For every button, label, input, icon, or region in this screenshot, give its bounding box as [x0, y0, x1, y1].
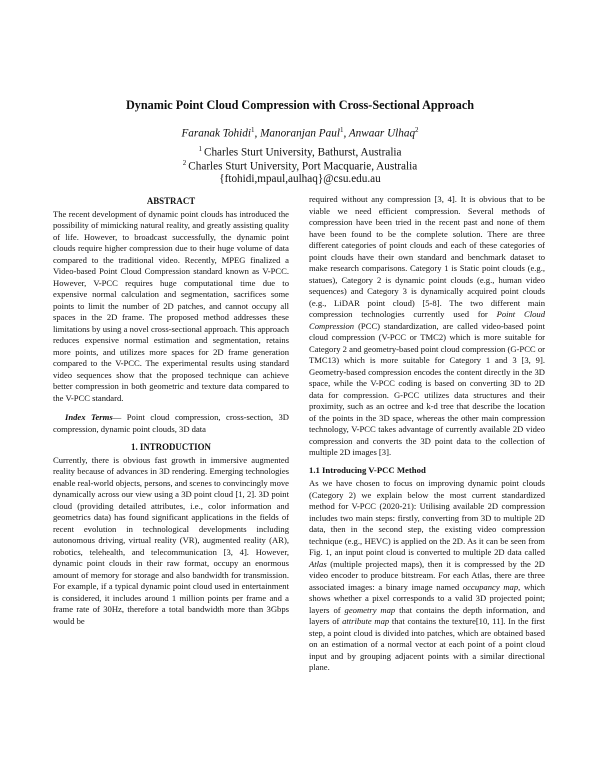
index-terms [53, 412, 289, 435]
author-list: Faranak Tohidi$^1$, Manoranjan Paul$^1$, Anwaar Ulhaq$^2$ [181, 126, 419, 140]
text-run: that contains the depth information, and layers of [309, 604, 545, 626]
author-mark: 2 [415, 126, 419, 134]
text-run: (PCC) standardization, are called video-based point cloud compression (V-PCC or TMC2) which is more suitable for Category 2 and geometry-based point cloud compression (G-PCC or TMC13) which is more suitable for Category 1 and 3 [3, 9]. Geometry-based compression encodes the content directly in the 3D space, while the V-PCC coding is based on converting 3D to 2D data for compression. G-PCC utilizes data structures and their proximity, such as an octree and k-d tree that describe the location of the points in the 3D space, whereas the other main compression technology, V-PCC takes advantage of currently available 2D video compression and converts the 3D point data to the collection of multiple 2D images [3]. [309, 320, 545, 457]
text-run: (multiple projected maps), then it is compressed by the 2D video encoder to produce bitstream. For each Atlas, there are three associated images: a binary image named [309, 558, 545, 592]
author-name: Faranak Tohidi [181, 127, 251, 140]
subsection-heading: 1.1 Introducing V-PCC Method [309, 464, 426, 475]
text-run: required without any compression [3, 4]. It is obvious that to be viable we need efficient compression. Several methods of compression have been tried in the recent past and none of them have been found to be the complete solution. There are three different categories of point clouds and each of these categories of point clouds have their own standard and benchmark dataset to make research comparisons. Category 1 is Static point clouds (e.g., statues), Category 2 is dynamic point clouds (e.g., human video sequences) and Category 3 is dynamically acquired point clouds (e.g., LiDAR point cloud) [5-8]. The two different main compression technologies currently used for [309, 194, 545, 319]
abstract-heading: ABSTRACT [146, 196, 196, 206]
affiliation-mark: 2 [182, 159, 187, 167]
emphasis-text: Atlas [309, 558, 327, 569]
introduction-text: Currently, there is obvious fast growth in immersive augmented reality because of advances in 3D rendering. Emerging technologies enable real-world objects, persons, and scenes to convincingly move dynamically across our view using a 3D point cloud [1, 2]. 3D point cloud (providing detailed attributes, i.e., color information and geometrics data) has found significant applications in the fields of recent evolution in technological developments including autonomous driving, virtual reality (VR), augmented reality (AR), robotics, telehealth, and telecommunication [3, 4]. However, dynamic point clouds in their raw format, occupy an enormous amount of memory for storage and also bandwidth for transmission. For example, if a typical dynamic point cloud used in entertainment is considered, it includes around 1 million points per frame and a frame rate of 30Hz, therefore a total bandwidth more than 3Gbps would be [53, 454, 289, 626]
index-terms-label: Index Terms [65, 412, 113, 422]
emphasis-text: attribute map [342, 616, 390, 626]
emphasis-text: occupancy map [462, 581, 519, 592]
index-terms-text: — Point cloud compression, cross-section, 3D compression, dynamic point clouds, 3D data [53, 412, 290, 434]
author-name: Anwaar Ulhaq [348, 127, 416, 140]
author-mark: 1 [339, 126, 344, 134]
author-name: Manoranjan Paul [260, 127, 340, 140]
author-mark: 1 [250, 126, 255, 134]
paper-title: Dynamic Point Cloud Compression with Cross-Sectional Approach [125, 98, 475, 112]
author-emails: {ftohidi,mpaul,aulhaq}@csu.edu.au [219, 173, 381, 185]
text-run: , which shows whether a pixel corresponds to a valid 3D projected point; layers of [309, 581, 545, 615]
right-column [309, 194, 545, 674]
text-run: As we have chosen to focus on improving dynamic point clouds (Category 2) we explain below the most current standardized method for V-PCC (2020-21): Utilising available 2D compression includes two main steps: firstly, converting from 3D to multiple 2D data, then in the second step, the existing video compression technique (e.g., HEVC) is applied on the 2D. As it can be seen from Fig. 1, an input point cloud is converted to multiple 2D data called [309, 478, 545, 557]
left-column [53, 196, 289, 627]
affiliation-text: Charles Sturt University, Port Macquarie, Australia [188, 160, 418, 173]
affiliation [0, 145, 600, 159]
affiliation-mark: 1 [198, 145, 202, 153]
affiliation [0, 159, 600, 173]
body-paragraph [309, 194, 545, 459]
emphasis-text: geometry map [344, 604, 396, 615]
text-run: that contains the texture[10, 11]. In the first step, a point cloud is divided into patches, which are obtained based on an estimation of a normal vector at each point of a point cloud input and by grouping adjacent points with a similar directional plane. [309, 616, 545, 672]
emphasis-text: Point Cloud Compression [309, 309, 545, 331]
abstract-text: The recent development of dynamic point clouds has introduced the possibility of mimicking natural reality, and greatly assisting quality of life. However, to broadcast successfully, the dynamic point clouds require higher compression due to their huge volume of data compared to the traditional video. Recently, MPEG finalized a Video-based Point Cloud Compression standard known as V-PCC. However, V-PCC requires huge computational time due to expensive normal calculation and segmentation, sacrifices some points to limit the number of 2D patches, and cannot occupy all spaces in the 2D frame. The proposed method addresses these limitations by using a novel cross-sectional approach. This approach reduces expensive normal estimation and segmentation, retains more points, and utilizes more spaces for 2D frame generation compared to the V-PCC. The experimental results using standard video sequences show that the proposed technique can achieve better compression in both geometric and texture data compared to the V-PCC standard. [53, 208, 289, 403]
body-paragraph [309, 478, 545, 674]
affiliation-text: Charles Sturt University, Bathurst, Australia [203, 146, 402, 159]
introduction-heading: 1. INTRODUCTION [131, 442, 211, 452]
